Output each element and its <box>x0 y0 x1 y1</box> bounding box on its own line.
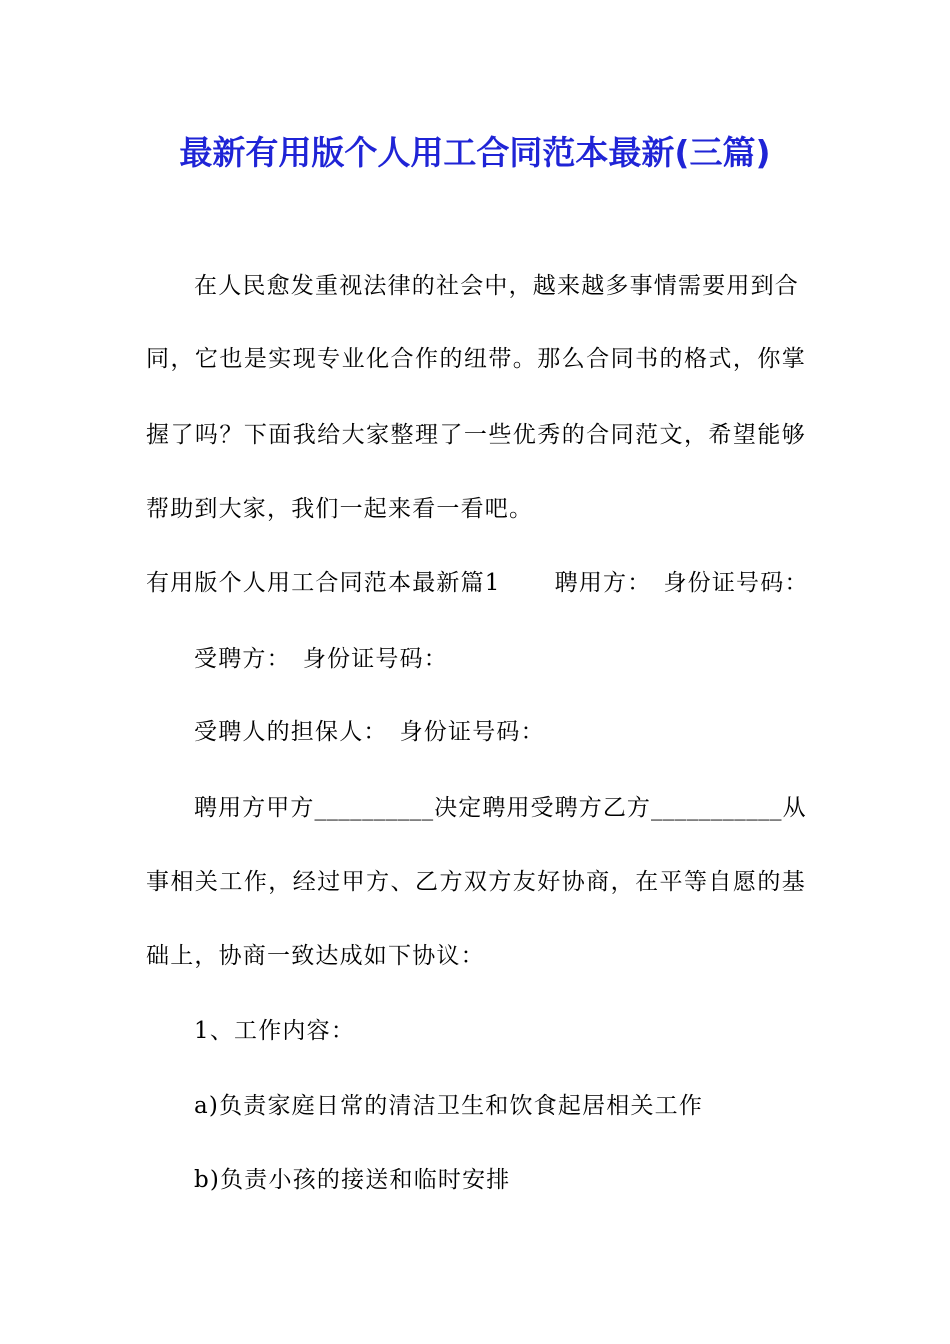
guarantor-id-label: 身份证号码： <box>399 719 545 745</box>
intro-line-3: 握了吗？下面我给大家整理了一些优秀的合同范文，希望能够 <box>146 422 806 448</box>
agreement-line-2: 事相关工作，经过甲方、乙方双方友好协商，在平等自愿的基 <box>146 869 806 895</box>
document-title: 最新有用版个人用工合同范本最新(三篇) <box>179 133 771 172</box>
guarantor-row <box>194 716 545 748</box>
employer-id-label: 身份证号码： <box>663 570 809 596</box>
guarantor-label: 受聘人的担保人： <box>194 719 388 745</box>
employee-id-label: 身份证号码： <box>302 646 449 672</box>
intro-line-1: 在人民愈发重视法律的社会中，越来越多事情需要用到合 <box>194 273 799 299</box>
intro-line-2: 同，它也是实现专业化合作的纽带。那么合同书的格式，你掌 <box>146 346 806 372</box>
employer-label: 聘用方： <box>554 570 652 596</box>
section-title: 有用版个人用工合同范本最新篇1 <box>146 570 501 596</box>
agreement-line-1: 聘用方甲方__________决定聘用受聘方乙方___________从 <box>194 795 806 821</box>
employee-label: 受聘方： <box>194 646 291 672</box>
section-heading-row <box>146 567 809 599</box>
intro-line-4: 帮助到大家，我们一起来看一看吧。 <box>146 496 534 522</box>
agreement-line-3: 础上，协商一致达成如下协议： <box>146 943 485 969</box>
employee-row <box>194 643 448 675</box>
clause-1-heading: 1、工作内容： <box>194 1018 356 1044</box>
clause-1-item-b: b)负责小孩的接送和临时安排 <box>194 1167 511 1193</box>
clause-1-item-a: a)负责家庭日常的清洁卫生和饮食起居相关工作 <box>194 1093 704 1119</box>
